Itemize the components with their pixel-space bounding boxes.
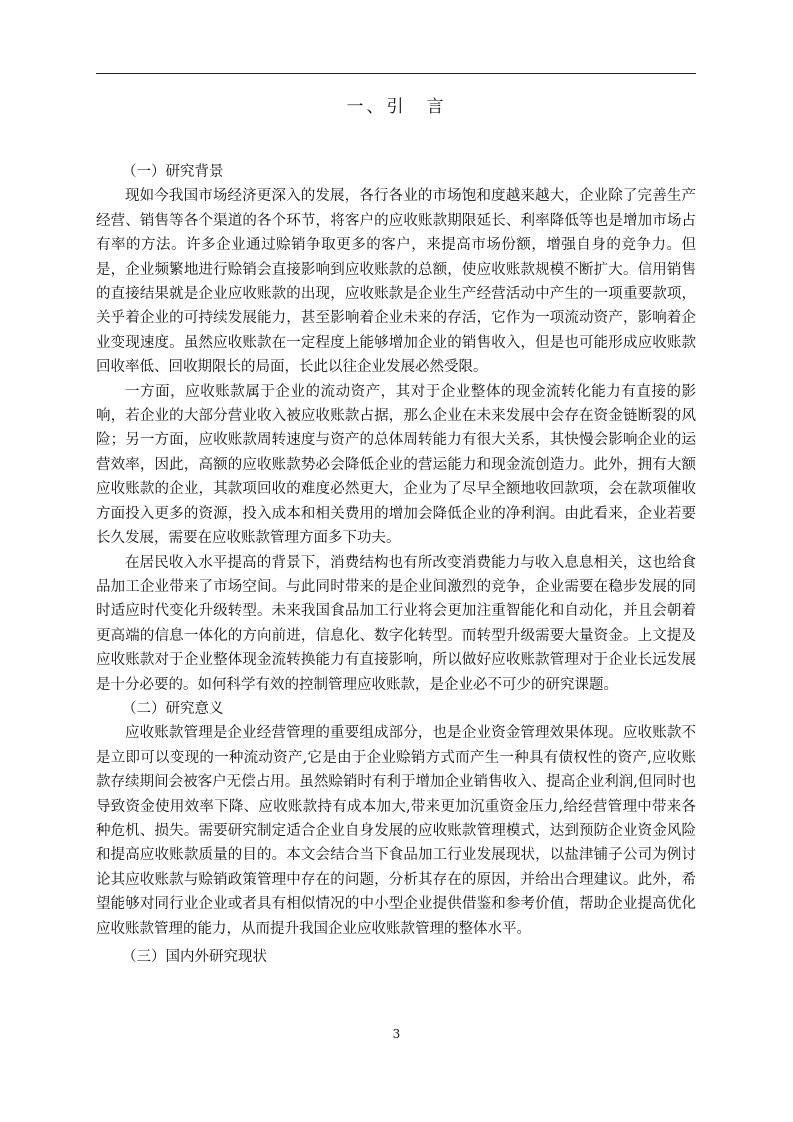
paragraph: 在居民收入水平提高的背景下，消费结构也有所改变消费能力与收入息息相关，这也给食品加工企业带来了市场空间。与此同时带来的是企业间激烈的竞争，企业需要在稳步发展的同时适应时代变化升级转型。未来我国食品加工行业将会更加注重智能化和自动化，并且会朝着更高端的信息一体化的方向前进，信息化、数字化转型。而转型升级需要大量资金。上文提及应收账款对于企业整体现金流转换能力有直接影响，所以做好应收账款管理对于企业长远发展是十分必要的。如何科学有效的控制管理应收账款，是企业必不可少的研究课题。: [96, 554, 696, 693]
section-heading-research-background: （一）研究背景: [122, 164, 224, 180]
page-number: 3: [392, 1027, 401, 1041]
section-heading-research-significance: （二）研究意义: [122, 700, 224, 717]
section-heading-research-status: （三）国内外研究现状: [122, 949, 267, 965]
paragraph: 现如今我国市场经济更深入的发展，各行各业的市场饱和度越来越大，企业除了完善生产经营、销售等各个渠道的各个环节，将客户的应收账款期限延长、利率降低等也是增加市场占有率的方法。许多企业通过赊销争取更多的客户，来提高市场份额，增强自身的竞争力。但是，企业频繁地进行赊销会直接影响到应收账款的总额，使应收账款规模不断扩大。信用销售的直接结果就是企业应收账款的出现，应收账款是企业生产经营活动中产生的一项重要款项，关乎着企业的可持续发展能力，甚至影响着企业未来的存活，它作为一项流动资产，影响着企业变现速度。虽然应收账款在一定程度上能够增加企业的销售收入，但是也可能形成应收账款回收率低、回收期限长的局面，长此以往企业发展必然受限。: [96, 188, 696, 376]
chapter-title: 一、引 言: [346, 97, 447, 117]
paragraph: 一方面，应收账款属于企业的流动资产，其对于企业整体的现金流转化能力有直接的影响，若企业的大部分营业收入被应收账款占据，那么企业在未来发展中会存在资金链断裂的风险；另一方面，应收账款周转速度与资产的总体周转能力有很大关系，其快慢会影响企业的运营效率，因此，高额的应收账款势必会降低企业的营运能力和现金流创造力。此外，拥有大额应收账款的企业，其款项回收的难度必然更大，企业为了尽早全额地收回款项，会在款项催收方面投入更多的资源，投入成本和相关费用的增加会降低企业的净利润。由此看来，企业若要长久发展，需要在应收账款管理方面多下功夫。: [96, 383, 696, 547]
paragraph: 应收账款管理是企业经营管理的重要组成部分，也是企业资金管理效果体现。应收账款不是立即可以变现的一种流动资产,它是由于企业赊销方式而产生一种具有债权性的资产,应收账款存续期间会被客户无偿占用。虽然赊销时有利于增加企业销售收入、提高企业利润,但同时也导致资金使用效率下降、应收账款持有成本加大,带来更加沉重资金压力,给经营管理中带来各种危机、损失。需要研究制定适合企业自身发展的应收账款管理模式，达到预防企业资金风险和提高应收账款质量的目的。本文会结合当下食品加工行业发展现状，以盐津铺子公司为例讨论其应收账款与赊销政策管理中存在的问题，分析其存在的原因，并给出合理建议。此外，希望能够对同行业企业或者具有相似情况的中小型企业提供借鉴和参考价值，帮助企业提高优化应收账款管理的能力，从而提升我国企业应收账款管理的整体水平。: [96, 725, 696, 937]
header-rule: [96, 73, 696, 74]
body-text: [96, 160, 696, 969]
